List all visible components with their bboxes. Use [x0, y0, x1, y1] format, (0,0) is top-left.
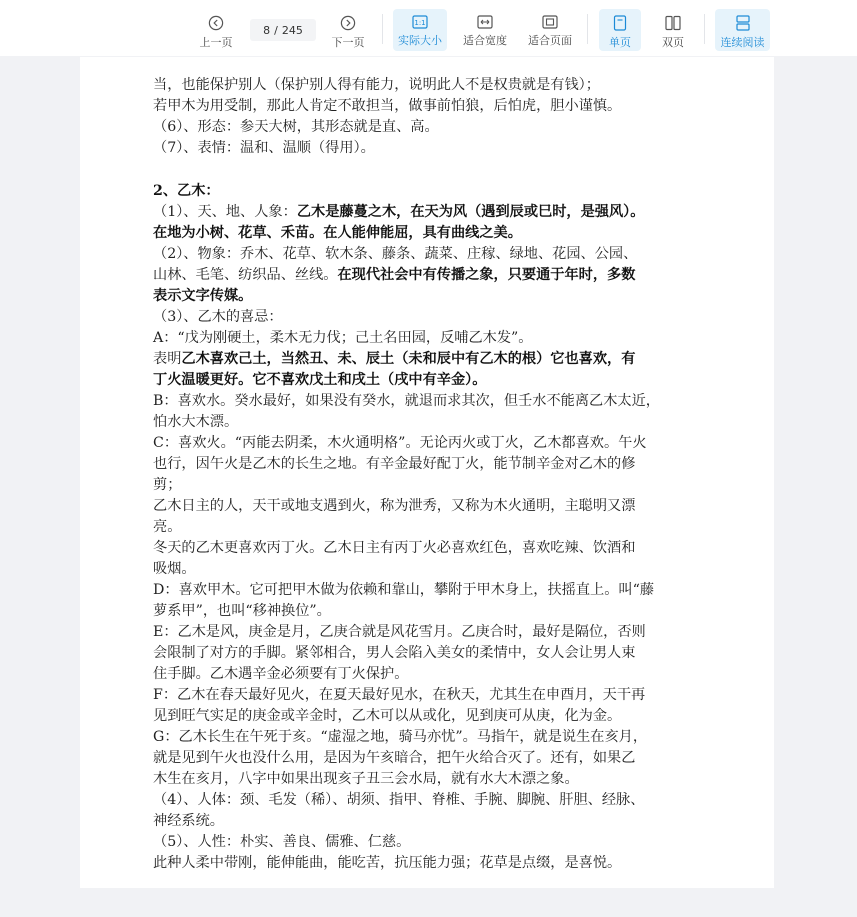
text-line: 冬天的乙木更喜欢丙丁火。乙木日主有丙丁火必喜欢红色，喜欢吃辣、饮酒和 — [153, 540, 636, 556]
text-line: 剪； — [153, 477, 182, 493]
document-text — [153, 75, 713, 874]
chevron-left-circle-icon — [208, 15, 224, 31]
fit-page-label: 适合页面 — [528, 34, 572, 47]
text-line: （2）、物象：乔木、花草、软木条、藤条、蔬菜、庄稼、绿地、花园、公园、 — [153, 246, 638, 262]
text-line: F：乙木在春天最好见火，在夏天最好见水，在秋天，尤其生在申酉月，天干再 — [153, 687, 646, 703]
toolbar-divider — [704, 14, 705, 44]
paragraph-gap — [153, 159, 713, 181]
chevron-right-circle-icon — [340, 15, 356, 31]
single-page-icon — [613, 15, 627, 31]
toolbar-divider — [382, 14, 383, 44]
toolbar-divider — [587, 14, 588, 44]
total-pages: 245 — [281, 23, 303, 37]
fit-page-button[interactable] — [525, 9, 575, 51]
text-line-bold: 在地为小树、花草、禾苗。在人能伸能屈，具有曲线之美。 — [153, 225, 522, 241]
bold-text-run: 乙木是藤蔓之木，在天为风（遇到辰或巳时，是强风）。 — [296, 204, 645, 220]
text-line: （5）、人性：朴实、善良、儒雅、仁慈。 — [153, 834, 411, 850]
fit-width-button[interactable] — [460, 9, 510, 51]
next-page-label: 下一页 — [331, 36, 365, 49]
text-line: G：乙木长生在午死于亥。“虚湿之地，骑马亦忧”。马指午，就是说生在亥月， — [153, 729, 648, 745]
text-line: 此种人柔中带刚，能伸能曲，能吃苦，抗压能力强；花草是点缀，是喜悦。 — [153, 855, 622, 871]
page-separator: / — [274, 23, 278, 37]
section-heading: 2、乙木： — [153, 183, 220, 199]
text-line: （7）、表情：温和、温顺（得用）。 — [153, 140, 375, 156]
text-line: 也行，因午火是乙木的长生之地。有辛金最好配丁火，能节制辛金对乙木的修 — [153, 456, 636, 472]
text-line: （6）、形态：参天大树，其形态就是直、高。 — [153, 119, 439, 135]
continuous-reading-button[interactable] — [715, 9, 770, 51]
continuous-reading-label: 连续阅读 — [720, 36, 765, 49]
text-line: 萝系甲”，也叫“移神换位”。 — [153, 603, 331, 619]
fit-page-icon — [542, 15, 558, 29]
actual-size-button[interactable] — [393, 9, 447, 51]
text-line — [153, 349, 713, 370]
text-line: A：“戊为刚硬土，柔木无力伐；己土名田园，反哺乙木发”。 — [153, 330, 533, 346]
text-line — [153, 202, 713, 223]
fit-width-icon — [477, 15, 493, 29]
current-page-input[interactable]: 8 — [263, 23, 271, 37]
text-line-bold: 丁火温暖更好。它不喜欢戊土和戌土（戌中有辛金）。 — [153, 372, 487, 388]
text-line: 见到旺气实足的庚金或辛金时，乙木可以从或化，见到庚可从庚，化为金。 — [153, 708, 622, 724]
double-page-icon — [665, 15, 681, 31]
prev-page-label: 上一页 — [199, 36, 233, 49]
text-line: （3）、乙木的喜忌： — [153, 309, 283, 325]
text-line: 亮。 — [153, 519, 182, 535]
double-page-button[interactable] — [652, 9, 694, 51]
double-page-label: 双页 — [662, 36, 684, 49]
text-line: E：乙木是风，庚金是月，乙庚合就是风花雪月。乙庚合时，最好是隔位，否则 — [153, 624, 646, 640]
text-line: 神经系统。 — [153, 813, 224, 829]
reader-toolbar — [0, 0, 857, 56]
text-line: 吸烟。 — [153, 561, 196, 577]
actual-size-label: 实际大小 — [398, 34, 442, 47]
text-line: 木生在亥月，八字中如果出现亥子丑三会水局，就有水大木漂之象。 — [153, 771, 579, 787]
text-line: 住手脚。乙木遇辛金必须要有丁火保护。 — [153, 666, 409, 682]
text-run: 表明 — [153, 351, 182, 367]
continuous-reading-icon — [735, 15, 751, 31]
text-line-bold: 表示文字传媒。 — [153, 288, 253, 304]
text-run: 山林、毛笔、纺织品、丝线。 — [153, 267, 338, 283]
text-line: 若甲木为用受制，那此人肯定不敢担当，做事前怕狼，后怕虎，胆小谨慎。 — [153, 98, 622, 114]
text-line: 就是见到午火也没什么用，是因为午亥暗合，把午火给合灭了。还有，如果乙 — [153, 750, 636, 766]
single-page-button[interactable] — [599, 9, 641, 51]
prev-page-button[interactable] — [194, 9, 238, 51]
page-number-box[interactable] — [250, 19, 316, 41]
text-line: （4）、人体：颈、毛发（稀）、胡须、指甲、脊椎、手腕、脚腕、肝胆、经脉、 — [153, 792, 645, 808]
text-line — [153, 265, 713, 286]
text-line: B：喜欢水。癸水最好，如果没有癸水，就退而求其次，但壬水不能离乙木太近， — [153, 393, 660, 409]
text-line: 怕水大木漂。 — [153, 414, 239, 430]
fit-width-label: 适合宽度 — [463, 34, 507, 47]
text-line: 乙木日主的人，天干或地支遇到火，称为泄秀，又称为木火通明，主聪明又漂 — [153, 498, 636, 514]
actual-size-icon — [412, 15, 428, 29]
text-line: 会限制了对方的手脚。紧邻相合，男人会陷入美女的柔情中，女人会让男人束 — [153, 645, 636, 661]
next-page-button[interactable] — [326, 9, 370, 51]
svg-text:1:1: 1:1 — [414, 19, 426, 27]
bold-text-run: 乙木喜欢己土，当然丑、未、辰土（未和辰中有乙木的根）它也喜欢，有 — [181, 351, 636, 367]
bold-text-run: 在现代社会中有传播之象，只要通于年时，多数 — [337, 267, 636, 283]
text-line: C：喜欢火。“丙能去阴柔，木火通明格”。无论丙火或丁火，乙木都喜欢。午火 — [153, 435, 647, 451]
text-line: D：喜欢甲木。它可把甲木做为依赖和靠山，攀附于甲木身上，扶摇直上。叫“藤 — [153, 582, 655, 598]
text-run: （1）、天、地、人象： — [153, 204, 297, 220]
single-page-label: 单页 — [609, 36, 631, 49]
text-line: 当，也能保护别人（保护别人得有能力，说明此人不是权贵就是有钱）； — [153, 77, 600, 93]
bottom-status-bar — [0, 888, 857, 917]
